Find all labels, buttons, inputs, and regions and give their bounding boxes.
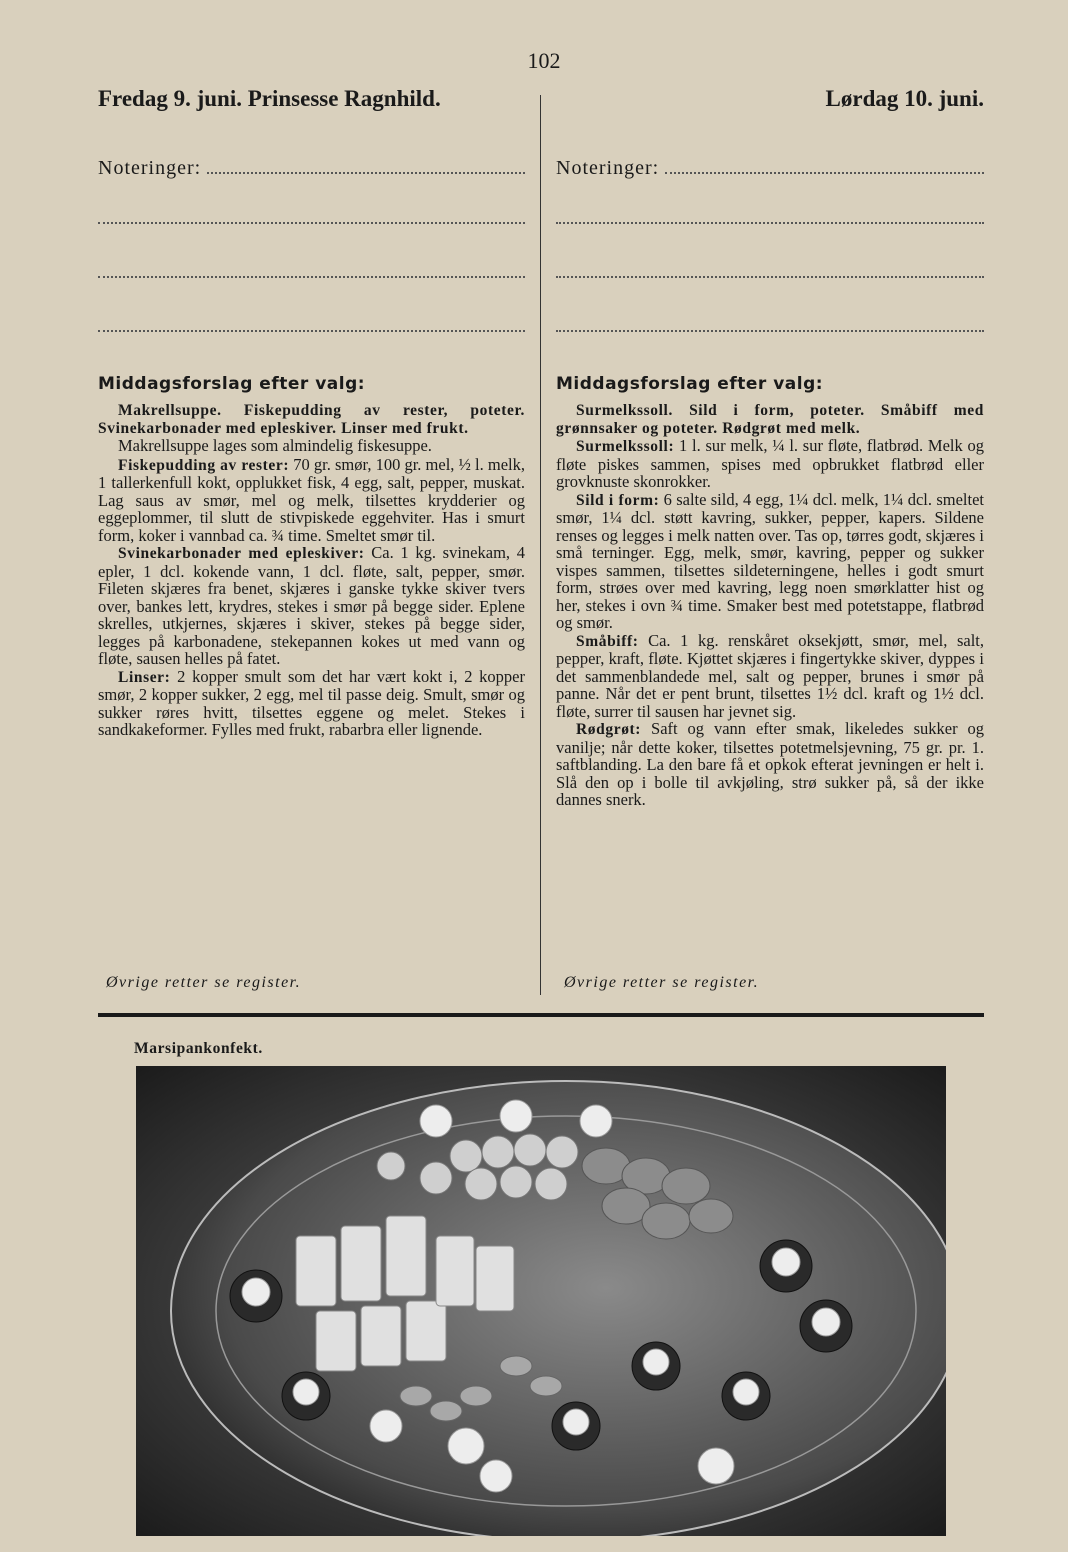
recipe-text: 1 l. sur melk, ¼ l. sur fløte, flatbrød. Melk og fløte piskes sammen, spises med opbrukket flatbrød eller grovknuste skonrokker. bbox=[556, 436, 984, 491]
notes-dotted-line bbox=[556, 276, 984, 278]
recipe-text: Saft og vann efter smak, likeledes sukker og vanilje; når dette koker, tilsettes potetmelsjevning, 75 gr. pr. 1. saftblanding. La den bare få et opkok efterat jevningen er helt i. Slå den op i bolle til avkjøling, strø sukker på, så der ikke dannes snerk. bbox=[556, 719, 984, 809]
right-day-heading: Lørdag 10. juni. bbox=[825, 86, 984, 111]
left-recipe-1 bbox=[98, 456, 525, 545]
recipe-name: Linser: bbox=[118, 668, 171, 686]
recipe-name: Småbiff: bbox=[576, 632, 639, 650]
left-menu: Makrellsuppe. Fiskepudding av rester, poteter. Svinekarbonader med epleskiver. Linser med frukt. bbox=[98, 402, 525, 437]
right-body bbox=[556, 402, 984, 809]
left-recipe-2 bbox=[98, 544, 525, 668]
column-divider bbox=[540, 95, 541, 995]
left-body bbox=[98, 402, 525, 739]
recipe-name: Svinekarbonader med epleskiver: bbox=[118, 545, 365, 562]
recipe-text: 6 salte sild, 4 egg, 1¼ dcl. melk, 1¼ dcl. smeltet smør, 1¼ dcl. støtt kavring, sukker, pepper, kapers. Sildene renses og legges i melk natten over. Tas op, tørres godt, skjæres i små terninger. Egg, melk, smør, kavring, pepper og sukker vispes sammen, tilsettes sildeterningene, helles i godt smurt form, strøes over med kavring, legg noen smørklatter hist og her, stekes i ovn ¾ time. Smaker best med potetstappe, flatbrød og smør. bbox=[556, 489, 984, 632]
notes-dotted-line bbox=[556, 330, 984, 332]
left-recipe-0 bbox=[98, 437, 525, 456]
right-menu: Surmelkssoll. Sild i form, poteter. Småbiff med grønnsaker og poteter. Rødgrøt med melk. bbox=[556, 402, 984, 437]
recipe-name: Sild i form: bbox=[576, 491, 660, 509]
right-notes-line bbox=[556, 157, 984, 180]
left-footer-note: Øvrige retter se register. bbox=[106, 974, 302, 991]
notes-dotted-line bbox=[556, 222, 984, 224]
recipe-text: 2 kopper smult som det har vært kokt i, 2 kopper smør, 2 kopper sukker, 2 egg, mel til passe deig. Smult, smør og sukker røres hvitt, tilsettes eggene og melet. Stekes i sandkakeformer. Fylles med frukt, rabarbra eller lignende. bbox=[98, 666, 526, 739]
right-recipe-2 bbox=[556, 632, 984, 721]
marzipan-confection-photo bbox=[136, 1066, 946, 1536]
notes-dotted-line bbox=[665, 160, 984, 174]
notes-dotted-line bbox=[98, 330, 525, 332]
horizontal-rule bbox=[98, 1013, 984, 1017]
left-notes-label: Noteringer: bbox=[98, 157, 202, 179]
page-number: 102 bbox=[527, 48, 561, 73]
right-notes-label: Noteringer: bbox=[556, 157, 660, 179]
left-notes-line bbox=[98, 157, 525, 180]
recipe-text: Ca. 1 kg. svinekam, 4 epler, 1 dcl. kokende vann, 1 dcl. fløte, salt, pepper, smør. Fileten skjæres fra benet, skjæres i ganske tykke skiver tvers over, bankes lett, krydres, stekes i smør på begge sider. Eplene skrelles, utkjernes, skjæres i skiver, stekes på begge sider, legges på karbonadene, stekepannen kokes ut med vann og fløte, sausen helles på fatet. bbox=[98, 543, 525, 668]
recipe-name: Rødgrøt: bbox=[576, 721, 642, 738]
notes-dotted-line bbox=[98, 276, 525, 278]
recipe-text: Ca. 1 kg. renskåret oksekjøtt, smør, mel, salt, pepper, kraft, fløte. Kjøttet skjæres i fingertykke skiver, dyppes i det sammenblandede mel, salt og pepper, brunes i smør på panne. Når det er pent brunt, tilsettes 1½ dcl. kraft og 1½ dcl. fløte, surrer til sausen har jevnet sig. bbox=[556, 630, 984, 721]
left-notes bbox=[98, 157, 525, 332]
right-section-title: Middagsforslag efter valg: bbox=[556, 374, 824, 394]
right-recipe-0 bbox=[556, 437, 984, 491]
notes-dotted-line bbox=[98, 222, 525, 224]
photo-caption: Marsipankonfekt. bbox=[134, 1040, 263, 1057]
right-notes bbox=[556, 157, 984, 332]
recipe-name: Surmelkssoll: bbox=[576, 438, 675, 455]
right-dinner-section bbox=[556, 374, 984, 809]
notes-dotted-line bbox=[207, 160, 525, 174]
recipe-text: 70 gr. smør, 100 gr. mel, ½ l. melk, 1 tallerkenfull kokt, opplukket fisk, 4 egg, salt, pepper, muskat. Lag saus av smør, mel og melk, tilsettes krydderier og eggeplommer, til slutt de stivpiskede eggehviter. Has i smurt form, koker i vannbad ca. ¾ time. Smeltet smør til. bbox=[98, 454, 526, 545]
right-recipe-3 bbox=[556, 720, 984, 809]
left-dinner-section bbox=[98, 374, 525, 739]
left-day-heading: Fredag 9. juni. Prinsesse Ragnhild. bbox=[98, 86, 441, 111]
right-recipe-1 bbox=[556, 491, 984, 632]
recipe-text: Makrellsuppe lages som almindelig fiskesuppe. bbox=[118, 436, 432, 455]
right-footer-note: Øvrige retter se register. bbox=[564, 974, 760, 991]
left-section-title: Middagsforslag efter valg: bbox=[98, 374, 366, 394]
left-recipe-3 bbox=[98, 668, 525, 739]
recipe-name: Fiskepudding av rester: bbox=[118, 456, 290, 474]
